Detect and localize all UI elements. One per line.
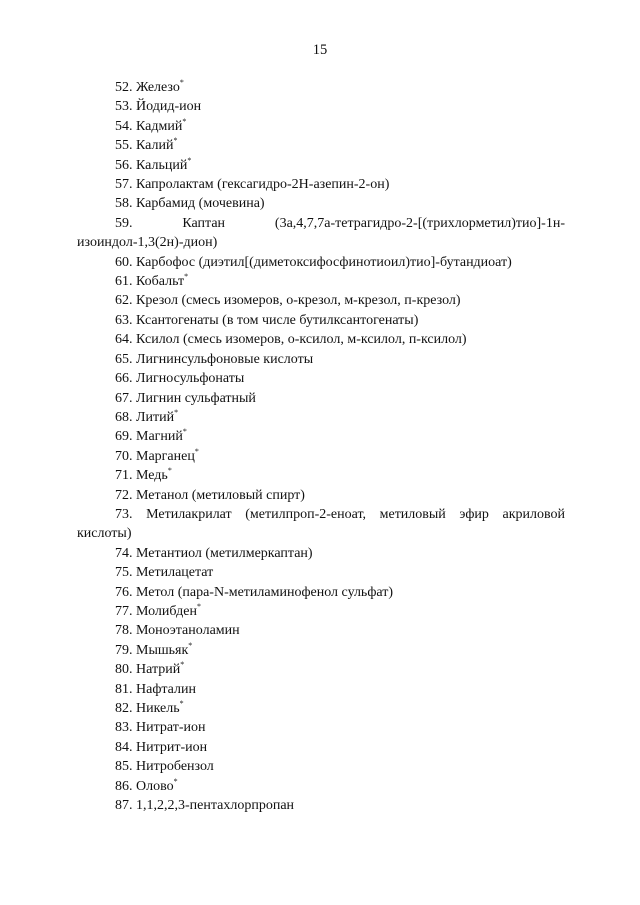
list-item <box>77 544 565 563</box>
list-item <box>77 718 565 737</box>
list-item <box>77 117 565 136</box>
item-text: Нитробензол <box>136 759 214 775</box>
item-text: Карбамид (мочевина) <box>136 196 265 212</box>
item-text: Метол (пара-N-метиламинофенол сульфат) <box>136 584 394 600</box>
substance-list <box>77 78 565 815</box>
item-text: Каптан (3а,4,7,7а-тетрагидро-2-[(трихлорметил)тио]-1н-изоиндол-1,3(2н)-дион) <box>77 215 565 251</box>
item-number: 63 . <box>115 313 136 328</box>
footnote-mark: * <box>167 466 172 476</box>
list-item <box>77 486 565 505</box>
item-number: 75 . <box>115 565 136 580</box>
item-text: Нитрат-ион <box>136 720 206 736</box>
item-number: 57 . <box>115 177 136 192</box>
list-item <box>77 621 565 640</box>
item-number: 66 . <box>115 371 136 386</box>
item-text: Ксилол (смесь изомеров, о-ксилол, м-ксилол, п-ксилол) <box>136 332 467 348</box>
footnote-mark: * <box>197 601 201 611</box>
list-item <box>77 214 565 253</box>
item-number: 82 . <box>115 701 136 716</box>
item-text: Марганец <box>136 448 195 464</box>
list-item <box>77 389 565 408</box>
list-item <box>77 641 565 660</box>
item-number: 55 . <box>115 138 136 153</box>
item-text: Метанол (метиловый спирт) <box>136 487 305 503</box>
item-text: Лигносульфонаты <box>136 371 245 387</box>
item-text: Йодид-ион <box>136 99 202 115</box>
list-item <box>77 272 565 291</box>
item-text: Железо <box>136 80 180 95</box>
item-text: Молибден <box>136 603 197 619</box>
item-number: 61 . <box>115 274 136 289</box>
item-number: 85 . <box>115 759 136 774</box>
item-number: 77 . <box>115 604 136 619</box>
footnote-mark: * <box>173 136 178 146</box>
item-text: Моноэтаноламин <box>136 623 240 639</box>
item-text: Нитрит-ион <box>136 739 208 755</box>
item-text: Лигнин сульфатный <box>136 390 256 406</box>
footnote-mark: * <box>173 776 178 786</box>
footnote-mark: * <box>174 407 179 417</box>
list-item <box>77 466 565 485</box>
item-text: Кадмий <box>136 118 183 134</box>
item-text: Калий <box>136 138 174 154</box>
item-text: Кальций <box>136 157 188 173</box>
item-text: Олово <box>136 778 174 794</box>
item-text: Лигнинсульфоновые кислоты <box>136 351 314 367</box>
item-number: 56 . <box>115 158 136 173</box>
list-item <box>77 78 565 97</box>
item-number: 71 . <box>115 468 136 483</box>
footnote-mark: * <box>184 272 189 282</box>
item-number: 76 . <box>115 585 136 600</box>
list-item <box>77 97 565 116</box>
item-number: 81 . <box>115 682 136 697</box>
item-text: Магний <box>136 429 183 445</box>
footnote-mark: * <box>179 78 184 87</box>
list-item <box>77 194 565 213</box>
footnote-mark: * <box>188 640 193 650</box>
item-text: Кобальт <box>136 274 185 290</box>
item-number: 58 . <box>115 196 136 211</box>
item-number: 62 . <box>115 293 136 308</box>
item-text: Крезол (смесь изомеров, о-крезол, м-крезол, п-крезол) <box>136 293 461 309</box>
footnote-mark: * <box>182 116 187 126</box>
item-text: Никель <box>136 701 180 716</box>
list-item <box>77 777 565 796</box>
item-text: Метантиол (метилмеркаптан) <box>136 545 313 561</box>
list-item <box>77 175 565 194</box>
item-number: 60 . <box>115 255 136 270</box>
item-number: 84 . <box>115 740 136 755</box>
item-number: 68 . <box>115 410 136 425</box>
item-text: Капролактам (гексагидро-2Н-азепин-2-он) <box>136 177 390 193</box>
item-number: 70 . <box>115 449 136 464</box>
list-item <box>77 291 565 310</box>
item-text: Метилакрилат (метилпроп-2-еноат, метиловый эфир акриловой кислоты) <box>77 506 565 542</box>
list-item <box>77 757 565 776</box>
footnote-mark: * <box>179 699 184 708</box>
item-number: 53 . <box>115 99 136 114</box>
list-item <box>77 447 565 466</box>
footnote-mark: * <box>194 446 199 456</box>
list-item <box>77 505 565 544</box>
item-text: Медь <box>136 468 168 484</box>
footnote-mark: * <box>187 155 192 165</box>
footnote-mark: * <box>180 660 185 670</box>
list-item <box>77 738 565 757</box>
item-number: 52 . <box>115 80 136 95</box>
item-number: 86 . <box>115 779 136 794</box>
list-item <box>77 156 565 175</box>
item-number: 73 . <box>115 507 146 522</box>
list-item <box>77 680 565 699</box>
list-item <box>77 136 565 155</box>
list-item <box>77 408 565 427</box>
list-item <box>77 369 565 388</box>
footnote-mark: * <box>182 427 187 437</box>
item-number: 59 . <box>115 216 182 231</box>
item-text: Мышьяк <box>136 642 189 658</box>
item-text: Натрий <box>136 662 181 678</box>
list-item <box>77 253 565 272</box>
list-item <box>77 796 565 815</box>
item-text: Нафталин <box>136 681 196 697</box>
item-number: 78 . <box>115 623 136 638</box>
item-number: 72 . <box>115 488 136 503</box>
page-number: 15 <box>312 42 328 58</box>
item-number: 87 . <box>115 798 136 813</box>
item-number: 65 . <box>115 352 136 367</box>
list-item <box>77 660 565 679</box>
item-number: 69 . <box>115 429 136 444</box>
list-item <box>77 311 565 330</box>
list-item <box>77 427 565 446</box>
list-item <box>77 330 565 349</box>
item-number: 54 . <box>115 119 136 134</box>
list-item <box>77 350 565 369</box>
item-number: 80 . <box>115 662 136 677</box>
item-text: Литий <box>136 409 175 425</box>
item-text: Ксантогенаты (в том числе бутилксантогенаты) <box>136 312 419 328</box>
item-text: Карбофос (диэтил[(диметоксифосфинотиоил)тио]-бутандиоат) <box>136 254 512 270</box>
item-number: 67 . <box>115 391 136 406</box>
item-text: Метилацетат <box>136 565 214 581</box>
item-number: 64 . <box>115 332 136 347</box>
list-item <box>77 699 565 718</box>
item-number: 79 . <box>115 643 136 658</box>
item-text: 1,1,2,2,3-пентахлорпропан <box>136 798 295 814</box>
list-item <box>77 563 565 582</box>
item-number: 83 . <box>115 720 136 735</box>
item-number: 74 . <box>115 546 136 561</box>
list-item <box>77 583 565 602</box>
list-item <box>77 602 565 621</box>
